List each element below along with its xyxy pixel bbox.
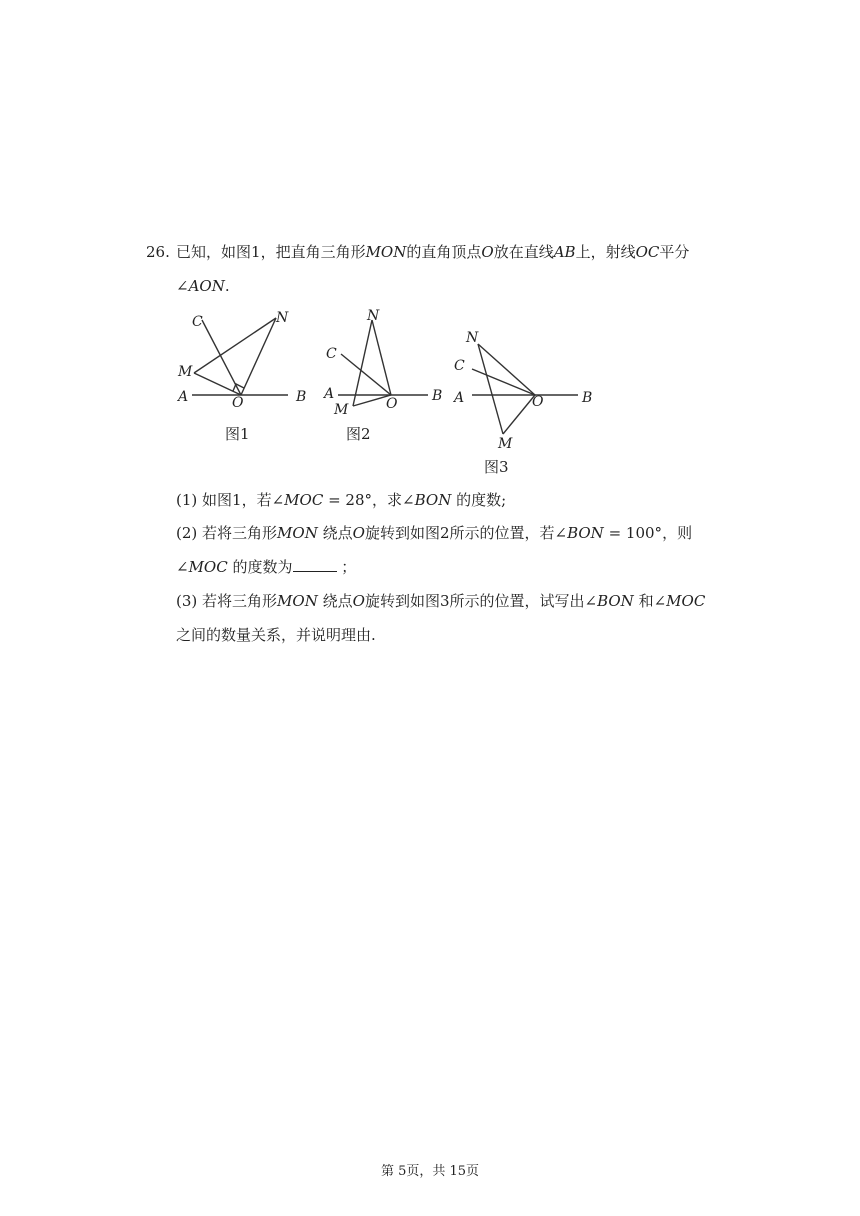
math-O: O [481,243,494,261]
fig1-ray-OC [202,320,241,395]
fig2-ray-OC [341,354,391,395]
fig2-caption: 图2 [346,425,371,443]
question-stem-line-2 [176,276,230,296]
fig3-label-B: B [582,390,593,406]
part-2-line-2 [176,557,356,577]
stem-text: . [224,277,230,295]
fig3-caption: 图3 [484,458,509,476]
fig1-label-M: M [178,364,193,380]
fig1-label-A: A [178,389,189,405]
part-label: (1) [176,491,198,509]
part-text: 之间的数量关系，并说明理由. [176,626,376,644]
part-text: ，则 [662,524,693,542]
math-angle-MOC: ∠MOC [271,491,324,509]
stem-text: 平分 [659,243,690,261]
stem-fig-ref: 1 [251,243,261,261]
math-angle-BON: ∠BON [554,524,604,542]
figures [170,306,630,476]
math-MON: MON [277,524,318,542]
fig2-side-NM [353,320,372,406]
fig1-label-C: C [192,314,203,330]
math-angle-MOC: ∠MOC [176,558,228,576]
figure-2 [338,320,428,406]
fig-ref: 3 [439,592,450,610]
question-number: 26. [146,243,170,261]
stem-text: ，把直角三角形 [260,243,366,261]
fig1-side-MO [194,373,241,395]
fig2-label-C: C [326,346,337,362]
stem-text: 放在直线 [493,243,554,261]
math-O: O [352,524,365,542]
fig3-label-C: C [454,358,465,374]
fig3-label-M: M [498,436,513,452]
fig2-label-A: A [324,386,335,402]
math-angle-BON: ∠BON [584,592,634,610]
fig3-ray-OC [472,369,535,395]
fig3-label-A: A [454,390,465,406]
fig3-label-N: N [466,330,479,346]
fig1-label-B: B [296,389,307,405]
math-angle-MOC: ∠MOC [653,592,706,610]
fig2-label-N: N [367,308,380,324]
figure-1 [192,318,288,395]
part-text: ，求 [372,491,403,509]
fig1-label-N: N [276,310,289,326]
part-text: 若将三角形 [202,524,278,542]
fig-ref: 1 [232,491,242,509]
stem-text: 的直角顶点 [406,243,482,261]
part-3-line-1 [176,591,705,611]
fig2-side-NO [372,320,391,395]
math-angle-BON: ∠BON [402,491,452,509]
page-footer: 第 5页，共 15页 [380,1164,480,1179]
fig1-caption: 图1 [225,425,250,443]
stem-text: 上，射线 [575,243,636,261]
part-1 [176,490,506,510]
math-equals-28: = 28° [328,491,373,509]
part-text: 如图 [202,491,233,509]
question-stem-line-1 [176,242,689,262]
fig3-line-N-O [478,344,535,395]
part-text: 和 [638,592,654,610]
answer-blank[interactable] [293,557,337,572]
part-text: 的度数为 [232,558,293,576]
part-text: 绕点 [322,524,353,542]
part-label: (3) [176,592,198,610]
fig2-label-B: B [432,388,443,404]
math-MON: MON [365,243,407,261]
math-angle-AON: ∠AON [176,277,225,295]
part-text: 所示的位置，若 [449,524,555,542]
math-equals-100: = 100° [608,524,663,542]
fig2-label-O: O [386,396,398,412]
fig3-side-MO [503,395,535,434]
math-O: O [352,592,365,610]
stem-text: 已知，如图 [176,243,252,261]
fig1-label-O: O [232,395,244,411]
math-OC: OC [635,243,660,261]
figure-3 [472,344,578,434]
part-text: 若将三角形 [202,592,278,610]
fig3-side-NM [478,344,503,434]
part-text: ； [341,558,357,576]
part-text: 旋转到如图 [364,524,440,542]
part-text: 的度数; [456,491,507,509]
part-text: 绕点 [322,592,353,610]
part-label: (2) [176,524,198,542]
math-MON: MON [277,592,318,610]
part-2-line-1 [176,523,692,543]
part-text: ，若 [241,491,272,509]
part-text: 所示的位置，试写出 [449,592,585,610]
fig-ref: 2 [439,524,450,542]
part-text: 旋转到如图 [364,592,440,610]
part-3-line-2 [176,625,376,645]
math-AB: AB [553,243,576,261]
fig3-label-O: O [532,394,544,410]
fig2-label-M: M [334,402,349,418]
